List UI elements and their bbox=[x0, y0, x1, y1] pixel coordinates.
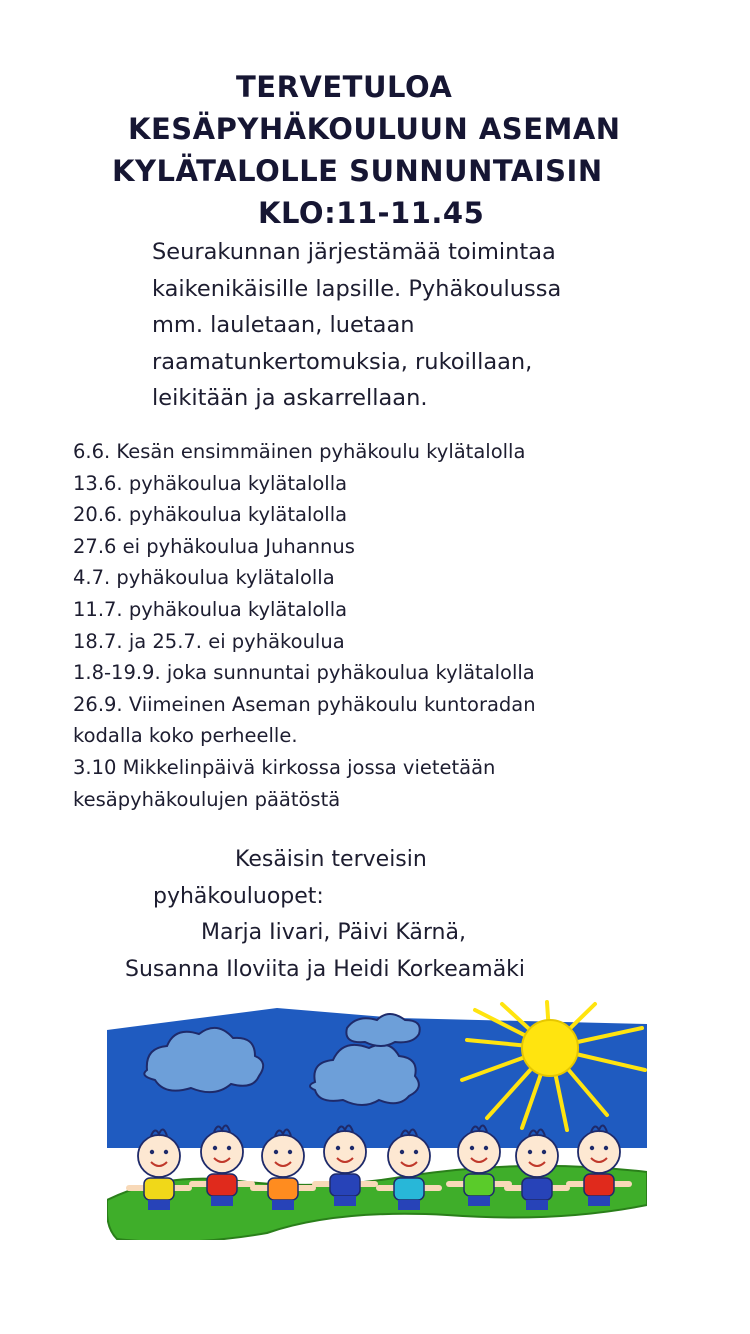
schedule-item: 6.6. Kesän ensimmäinen pyhäkoulu kylätalolla bbox=[73, 440, 526, 463]
illustration-svg bbox=[107, 1000, 647, 1240]
schedule-item: 1.8-19.9. joka sunnuntai pyhäkoulua kylätalolla bbox=[73, 661, 535, 685]
greeting-block bbox=[0, 842, 750, 988]
title-line-3: KYLÄTALOLLE SUNNUNTAISIN bbox=[112, 154, 603, 188]
grass-shape bbox=[107, 1166, 647, 1240]
greeting-line-1: Kesäisin terveisin bbox=[235, 847, 427, 872]
schedule-list bbox=[73, 436, 733, 815]
schedule-item: 4.7. pyhäkoulua kylätalolla bbox=[73, 566, 335, 590]
title-line-1: TERVETULOA bbox=[236, 70, 453, 104]
greeting-line-2: pyhäkouluopet: bbox=[153, 883, 324, 909]
schedule-item: 11.7. pyhäkoulua kylätalolla bbox=[73, 597, 348, 621]
schedule-item: 13.6. pyhäkoulua kylätalolla bbox=[73, 471, 348, 495]
schedule-item: kodalla koko perheelle. bbox=[73, 724, 298, 748]
title-line-2: KESÄPYHÄKOULUUN ASEMAN bbox=[128, 112, 621, 146]
intro-line: Seurakunnan järjestämää toimintaa bbox=[152, 239, 556, 265]
intro-paragraph bbox=[152, 234, 712, 417]
title-line-4: KLO:11-11.45 bbox=[258, 196, 485, 230]
greeting-line-4: Susanna Iloviita ja Heidi Korkeamäki bbox=[125, 956, 526, 982]
schedule-item: 18.7. ja 25.7. ei pyhäkoulua bbox=[73, 629, 345, 653]
intro-line: leikitään ja askarrellaan. bbox=[152, 385, 428, 411]
children-sun-clouds-illustration bbox=[107, 1000, 647, 1240]
schedule-item: 26.9. Viimeinen Aseman pyhäkoulu kuntoradan bbox=[73, 692, 536, 716]
intro-line: mm. lauletaan, luetaan bbox=[152, 312, 415, 338]
intro-line: kaikenikäisille lapsille. Pyhäkoulussa bbox=[152, 275, 562, 302]
greeting-line-3: Marja Iivari, Päivi Kärnä, bbox=[201, 920, 466, 945]
sun-icon bbox=[522, 1020, 578, 1076]
page-title bbox=[0, 66, 750, 234]
schedule-item: 27.6 ei pyhäkoulua Juhannus bbox=[73, 534, 355, 558]
schedule-item: kesäpyhäkoulujen päätöstä bbox=[73, 787, 341, 811]
schedule-item: 3.10 Mikkelinpäivä kirkossa jossa vietetään bbox=[73, 755, 496, 779]
schedule-item: 20.6. pyhäkoulua kylätalolla bbox=[73, 503, 348, 527]
intro-line: raamatunkertomuksia, rukoillaan, bbox=[152, 348, 533, 375]
